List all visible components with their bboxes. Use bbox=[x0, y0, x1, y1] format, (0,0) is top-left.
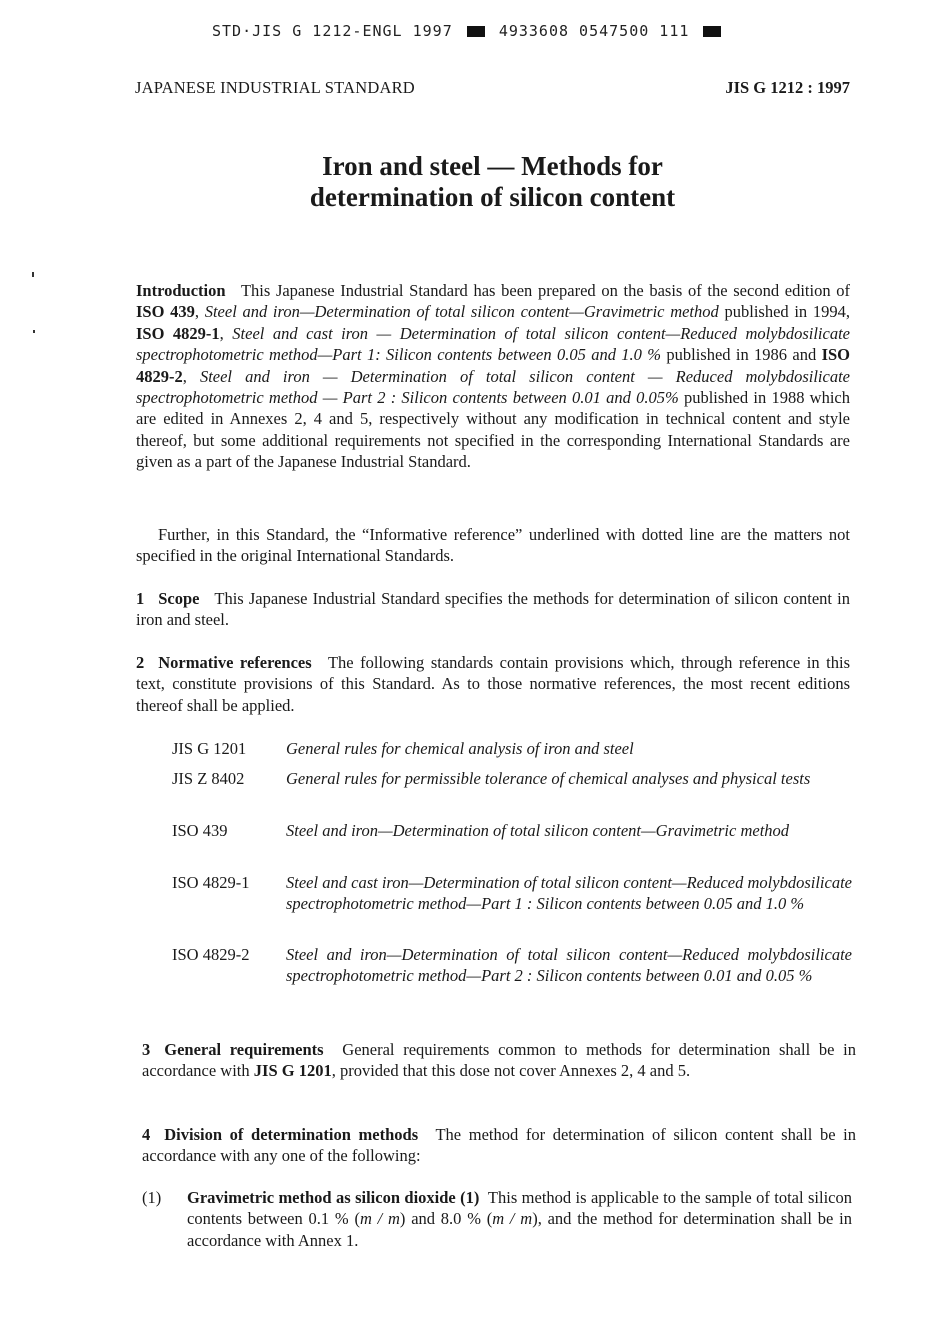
section-number: 2 bbox=[136, 653, 145, 672]
section-normative-references bbox=[136, 652, 850, 716]
introduction-run: Steel and iron — Determination of total silicon content — Reduced molybdosilicate spectrophotometric method — Part 2 : Silicon contents between 0.01 and 0.05% bbox=[136, 366, 850, 408]
section-text: General requirements common to methods for determination shall be in accordance with bbox=[142, 1040, 856, 1081]
section-text-after: , provided that this dose not cover Annexes 2, 4 and 5. bbox=[331, 1061, 691, 1081]
reference-item bbox=[172, 872, 852, 915]
introduction-paragraph bbox=[136, 280, 850, 473]
introduction-run: ISO 439 bbox=[136, 302, 195, 322]
introduction-run: , bbox=[194, 302, 205, 322]
scan-header-right: 4933608 0547500 111 bbox=[498, 22, 690, 40]
introduction-run: , bbox=[219, 323, 233, 343]
introduction-run: ISO 4829-1 bbox=[136, 323, 220, 343]
section-general-requirements bbox=[142, 1039, 856, 1082]
method-text: This method is applicable to the sample of total silicon contents between 0.1 % ( bbox=[187, 1188, 852, 1229]
scan-speck bbox=[33, 330, 35, 333]
reference-title: Steel and iron—Determination of total silicon content—Reduced molybdosilicate spectrophotometric method—Part 2 : Silicon contents between 0.01 and 0.05 % bbox=[286, 945, 852, 986]
method-list-item bbox=[142, 1187, 852, 1251]
introduction-text bbox=[136, 281, 850, 471]
list-item-text bbox=[187, 1187, 852, 1251]
section-text: This Japanese Industrial Standard specifies the methods for determination of silicon content in iron and steel. bbox=[136, 589, 850, 630]
unit-slash: / bbox=[504, 1209, 521, 1229]
reference-title: Steel and iron—Determination of total silicon content—Gravimetric method bbox=[286, 821, 790, 840]
unit-slash: / bbox=[371, 1209, 388, 1229]
reference-code: ISO 439 bbox=[172, 821, 228, 840]
scan-header-left: STD·JIS G 1212-ENGL 1997 bbox=[212, 22, 453, 40]
scan-block-mark bbox=[703, 26, 721, 37]
section-number: 4 bbox=[142, 1125, 151, 1144]
scan-block-mark bbox=[467, 26, 485, 37]
method-text: ), and the method for determination shall be in accordance with Annex 1. bbox=[187, 1209, 852, 1250]
page-title bbox=[135, 151, 850, 213]
section-title: Normative references bbox=[158, 653, 312, 672]
reference-title: General rules for permissible tolerance of chemical analyses and physical tests bbox=[286, 769, 811, 788]
section-title: Scope bbox=[158, 589, 200, 608]
unit-mass: m bbox=[359, 1209, 372, 1229]
reference-code: ISO 4829-1 bbox=[172, 873, 250, 892]
title-line-2: determination of silicon content bbox=[309, 182, 676, 212]
section-number: 1 bbox=[136, 589, 145, 608]
section-title: Division of determination methods bbox=[164, 1125, 419, 1144]
unit-mass: m bbox=[388, 1209, 400, 1229]
scan-speck bbox=[32, 272, 34, 277]
reference-title: Steel and cast iron—Determination of total silicon content—Reduced molybdosilicate spectrophotometric method—Part 1 : Silicon contents between 0.05 and 1.0 % bbox=[286, 873, 852, 914]
section-title: General requirements bbox=[164, 1040, 324, 1059]
standard-type: JAPANESE INDUSTRIAL STANDARD bbox=[135, 78, 415, 97]
introduction-run: published in 1994, bbox=[718, 302, 851, 322]
introduction-run: published in 1986 and bbox=[661, 345, 822, 365]
list-item-number: (1) bbox=[142, 1188, 162, 1207]
section-reference: JIS G 1201 bbox=[253, 1061, 332, 1081]
reference-code: JIS G 1201 bbox=[172, 739, 247, 758]
method-title: Gravimetric method as silicon dioxide (1) bbox=[187, 1188, 480, 1207]
introduction-further: Further, in this Standard, the “Informative reference” underlined with dotted line are the matters not specified in the original International Standards. bbox=[136, 525, 850, 566]
reference-item bbox=[172, 944, 852, 987]
unit-mass: m bbox=[520, 1209, 533, 1229]
reference-item bbox=[172, 768, 852, 789]
title-line-1: Iron and steel — Methods for bbox=[322, 151, 663, 181]
reference-code: ISO 4829-2 bbox=[172, 945, 250, 964]
method-text: ) and 8.0 % ( bbox=[399, 1209, 493, 1229]
section-scope bbox=[136, 588, 850, 631]
unit-mass: m bbox=[492, 1209, 505, 1229]
section-number: 3 bbox=[142, 1040, 151, 1059]
introduction-run: Steel and cast iron — Determination of total silicon content—Reduced molybdosilicate spectrophotometric method—Part 1: Silicon contents between 0.05 and 1.0 % bbox=[136, 323, 850, 365]
section-text: The following standards contain provisions which, through reference in this text, constitute provisions of this Standard. As to those normative references, the most recent editions thereof shall be applied. bbox=[136, 653, 851, 715]
standard-number: JIS G 1212 : 1997 bbox=[725, 78, 850, 97]
introduction-run: , bbox=[182, 366, 200, 386]
section-division-of-methods bbox=[142, 1124, 856, 1167]
reference-item bbox=[172, 738, 852, 759]
introduction-run: published in 1988 which are edited in Annexes 2, 4 and 5, respectively without any modification in technical content and style thereof, but some additional requirements not specified in the corresponding International Standards are given as a part of the Japanese Industrial Standard. bbox=[136, 388, 850, 472]
reference-code: JIS Z 8402 bbox=[172, 769, 245, 788]
reference-title: General rules for chemical analysis of iron and steel bbox=[286, 739, 634, 758]
introduction-run: Steel and iron—Determination of total silicon content—Gravimetric method bbox=[204, 302, 719, 322]
scan-header bbox=[212, 22, 725, 40]
introduction-run: This Japanese Industrial Standard has been prepared on the basis of the second edition of bbox=[240, 281, 850, 300]
introduction-heading: Introduction bbox=[136, 281, 226, 300]
section-text: The method for determination of silicon content shall be in accordance with any one of the following: bbox=[142, 1125, 857, 1166]
introduction-run: ISO 4829-2 bbox=[136, 345, 851, 386]
reference-item bbox=[172, 820, 852, 841]
